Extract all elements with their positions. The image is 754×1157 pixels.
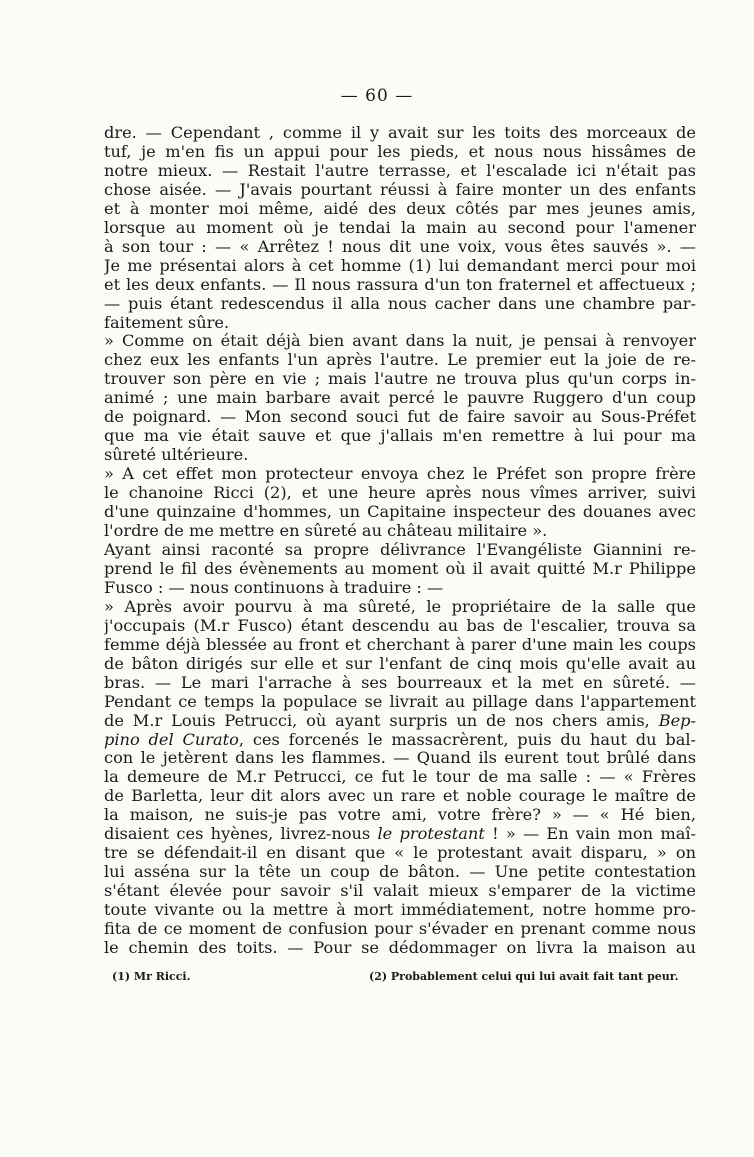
text-line: lorsque au moment où je tendai la main au second pour l'amener [104,218,696,237]
text-line: femme déjà blessée au front et cherchant à parer d'une main les coups [104,635,696,654]
text-line: d'une quinzaine d'hommes, un Capitaine inspecteur des douanes avec [104,503,696,522]
body-text [104,124,696,958]
text-line: la maison, ne suis-je pas votre ami, votre frère? » — « Hé bien, [104,806,696,825]
text-line: faitement sûre. [104,313,230,332]
text-line: de Barletta, leur dit alors avec un rare et noble courage le maître de [104,787,696,806]
text-line: » A cet effet mon protecteur envoya chez le Préfet son propre frère [104,465,696,484]
text-line: prend le fil des évènements au moment où il avait quitté M.r Philippe [104,559,696,578]
footnote-1: (1) Mr Ricci. [112,970,191,983]
text-line: et les deux enfants. — Il nous rassura d'un ton fraternel et affectueux ; [104,275,696,294]
text-line: » Après avoir pourvu à ma sûreté, le propriétaire de la salle que [104,597,696,616]
text-line: à son tour : — « Arrêtez ! nous dit une voix, vous êtes sauvés ». — [104,237,696,256]
text-line: et à monter moi même, aidé des deux côtés par mes jeunes amis, [104,199,696,218]
text-line: Pendant ce temps la populace se livrait au pillage dans l'appartement [104,692,696,711]
text-line: bras. — Le mari l'arrache à ses bourreaux et la met en sûreté. — [104,673,696,692]
footnote-2: (2) Probablement celui qui lui avait fait tant peur. [369,970,679,983]
text-line: de M.r Louis Petrucci, où ayant surpris un de nos chers amis, Bep- [104,711,696,730]
text-line: l'ordre de me mettre en sûreté au château militaire ». [104,522,548,541]
text-line: le chemin des toits. — Pour se dédommager on livra la maison au [104,938,696,957]
text-line: tre se défendait-il en disant que « le protestant avait disparu, » on [104,844,696,863]
text-line: fita de ce moment de confusion pour s'évader en prenant comme nous [104,920,696,939]
text-line: » Comme on était déjà bien avant dans la nuit, je pensai à renvoyer [104,332,696,351]
text-line: Ayant ainsi raconté sa propre délivrance l'Evangéliste Giannini re- [104,540,696,559]
page-number: — 60 — [340,86,414,106]
text-line: dre. — Cependant , comme il y avait sur les toits des morceaux de [104,124,696,142]
text-line: la demeure de M.r Petrucci, ce fut le tour de ma salle : — « Frères [104,768,696,787]
text-line: Je me présentai alors à cet homme (1) lui demandant merci pour moi [104,256,696,275]
text-line: de poignard. — Mon second souci fut de faire savoir au Sous-Préfet [104,408,696,427]
text-line: chez eux les enfants l'un après l'autre. Le premier eut la joie de re- [104,351,696,370]
text-line: que ma vie était sauve et que j'allais m'en remettre à lui pour ma [104,427,696,446]
text-line: tuf, je m'en fis un appui pour les pieds, et nous nous hissâmes de [104,142,696,161]
text-line: trouver son père en vie ; mais l'autre ne trouva plus qu'un corps in- [104,370,696,389]
text-line: notre mieux. — Restait l'autre terrasse, et l'escalade ici n'était pas [104,161,696,180]
text-line: toute vivante ou la mettre à mort immédiatement, notre homme pro- [104,901,696,920]
text-line: j'occupais (M.r Fusco) étant descendu au bas de l'escalier, trouva sa [104,616,696,635]
text-line: con le jetèrent dans les flammes. — Quand ils eurent tout brûlé dans [104,749,696,768]
text-line: de bâton dirigés sur elle et sur l'enfant de cinq mois qu'elle avait au [104,654,696,673]
text-line: — puis étant redescendus il alla nous cacher dans une chambre par- [104,294,696,313]
text-line: animé ; une main barbare avait percé le pauvre Ruggero d'un coup [104,389,696,408]
text-line: sûreté ultérieure. [104,446,249,465]
text-line: chose aisée. — J'avais pourtant réussi à faire monter un des enfants [104,180,696,199]
text-line: le chanoine Ricci (2), et une heure après nous vîmes arriver, suivi [104,484,696,503]
text-line: disaient ces hyènes, livrez-nous le protestant ! » — En vain mon maî- [104,825,696,844]
text-line: pino del Curato, ces forcenés le massacrèrent, puis du haut du bal- [104,730,696,749]
text-line: Fusco : — nous continuons à traduire : — [104,578,444,597]
text-line: lui asséna sur la tête un coup de bâton. — Une petite contestation [104,863,696,882]
text-line: s'étant élevée pour savoir s'il valait mieux s'emparer de la victime [104,882,696,901]
